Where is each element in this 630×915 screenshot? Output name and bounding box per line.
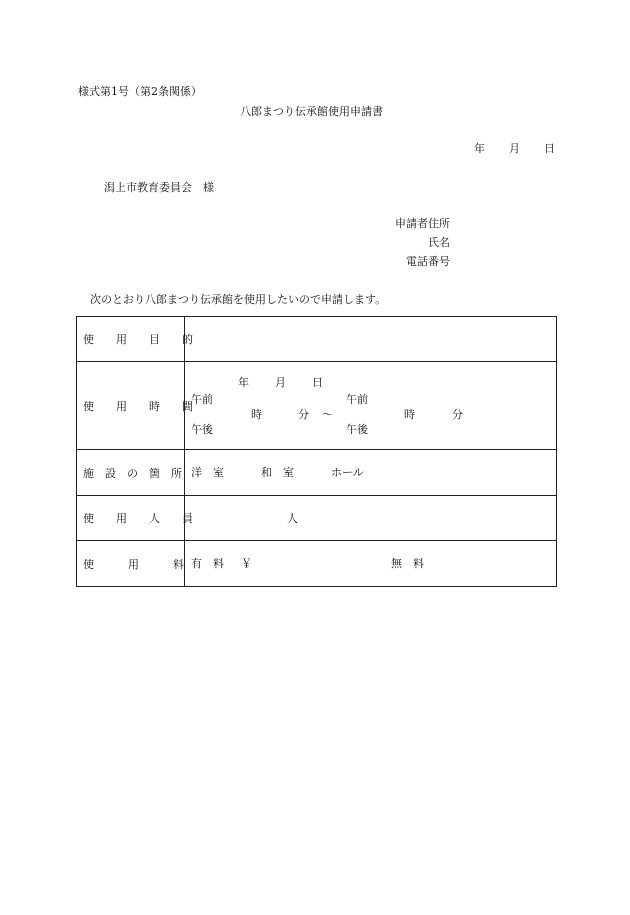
people-label-cell bbox=[77, 496, 193, 541]
fee-option-paid[interactable]: 有 料 bbox=[191, 557, 224, 570]
table-row-location bbox=[77, 450, 557, 496]
location-option-western-room[interactable]: 洋 室 bbox=[191, 466, 224, 479]
start-am-option[interactable]: 午前 bbox=[191, 393, 213, 406]
time-day-label: 日 bbox=[312, 376, 323, 389]
time-label: 使 用 時 間 bbox=[83, 399, 193, 413]
purpose-label-cell bbox=[77, 317, 193, 362]
location-label: 施 設 の 箇 所 bbox=[83, 466, 182, 480]
intro-text: 次のとおり八郎まつり伝承館を使用したいので申請します。 bbox=[90, 293, 387, 306]
yen-symbol: ￥ bbox=[241, 557, 252, 570]
end-am-option[interactable]: 午前 bbox=[346, 393, 368, 406]
date-day-label: 日 bbox=[544, 142, 555, 155]
end-hour-label: 時 bbox=[404, 408, 415, 421]
applicant-phone-label: 電話番号 bbox=[406, 255, 450, 268]
applicant-name-label: 氏名 bbox=[428, 236, 450, 249]
fee-label-cell bbox=[77, 541, 185, 587]
end-pm-option[interactable]: 午後 bbox=[346, 423, 368, 436]
purpose-field[interactable] bbox=[185, 317, 557, 362]
start-hour-label: 時 bbox=[251, 408, 262, 421]
table-row-fee bbox=[77, 541, 557, 587]
time-field[interactable] bbox=[185, 362, 557, 450]
fee-field bbox=[185, 541, 557, 587]
date-month-label: 月 bbox=[509, 142, 520, 155]
start-minute-label: 分 bbox=[298, 408, 309, 421]
time-label-cell bbox=[77, 362, 193, 450]
time-month-label: 月 bbox=[275, 376, 286, 389]
date-year-label: 年 bbox=[474, 142, 485, 155]
people-unit: 人 bbox=[287, 512, 298, 525]
table-row-people bbox=[77, 496, 557, 541]
location-option-japanese-room[interactable]: 和 室 bbox=[261, 466, 294, 479]
applicant-block bbox=[360, 218, 450, 275]
applicant-address-label: 申請者住所 bbox=[395, 217, 450, 230]
people-field[interactable] bbox=[185, 496, 557, 541]
application-date bbox=[474, 143, 555, 154]
time-year-label: 年 bbox=[238, 376, 249, 389]
time-range-tilde: ～ bbox=[322, 408, 333, 421]
recipient: 潟上市教育委員会 様 bbox=[104, 181, 214, 194]
form-title: 八郎まつり伝承館使用申請書 bbox=[240, 105, 383, 118]
form-number: 様式第1号（第2条関係） bbox=[78, 85, 202, 98]
purpose-label: 使 用 目 的 bbox=[83, 333, 193, 346]
location-label-cell bbox=[77, 450, 185, 496]
fee-option-free[interactable]: 無 料 bbox=[391, 557, 424, 570]
location-option-hall[interactable]: ホール bbox=[331, 466, 364, 479]
fee-label: 使 用 料 bbox=[83, 557, 184, 571]
people-label: 使 用 人 員 bbox=[83, 512, 193, 525]
start-pm-option[interactable]: 午後 bbox=[191, 423, 213, 436]
end-minute-label: 分 bbox=[452, 408, 463, 421]
application-table bbox=[76, 316, 557, 587]
table-row-purpose bbox=[77, 317, 557, 362]
location-field bbox=[185, 450, 557, 496]
table-row-time bbox=[77, 362, 557, 450]
